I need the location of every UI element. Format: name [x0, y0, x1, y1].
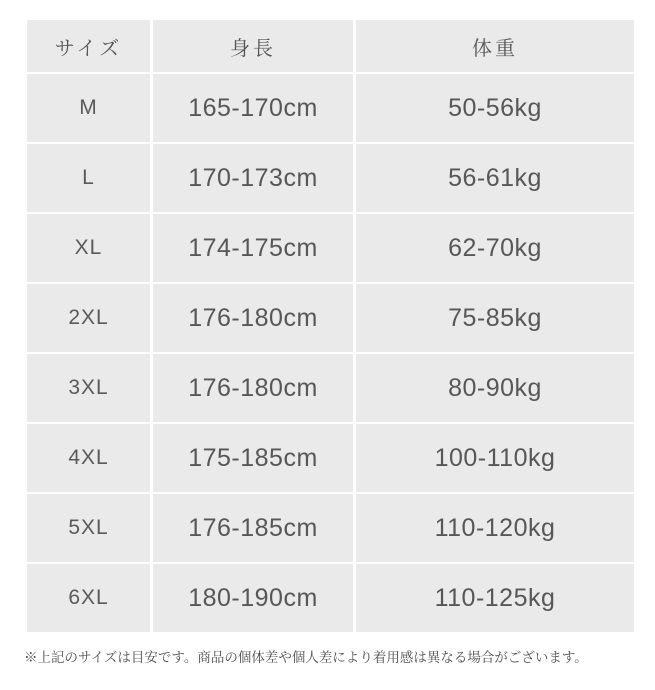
cell-size: XL — [27, 214, 150, 282]
cell-height: 176-185cm — [153, 494, 353, 562]
table-header — [27, 20, 634, 72]
cell-weight: 100-110kg — [356, 424, 634, 492]
column-header-height: 身長 — [153, 20, 353, 72]
cell-weight: 80-90kg — [356, 354, 634, 422]
table-row — [27, 74, 634, 142]
table-row — [27, 424, 634, 492]
cell-height: 170-173cm — [153, 144, 353, 212]
cell-size: 2XL — [27, 284, 150, 352]
cell-weight: 110-125kg — [356, 564, 634, 632]
cell-weight: 62-70kg — [356, 214, 634, 282]
table-row — [27, 144, 634, 212]
table-row — [27, 284, 634, 352]
column-header-weight: 体重 — [356, 20, 634, 72]
cell-size: L — [27, 144, 150, 212]
table-row — [27, 494, 634, 562]
table-row — [27, 214, 634, 282]
cell-weight: 110-120kg — [356, 494, 634, 562]
cell-size: M — [27, 74, 150, 142]
size-chart-table — [24, 18, 637, 634]
cell-height: 165-170cm — [153, 74, 353, 142]
cell-height: 180-190cm — [153, 564, 353, 632]
cell-weight: 75-85kg — [356, 284, 634, 352]
cell-height: 176-180cm — [153, 354, 353, 422]
cell-size: 6XL — [27, 564, 150, 632]
cell-weight: 56-61kg — [356, 144, 634, 212]
cell-size: 5XL — [27, 494, 150, 562]
table-row — [27, 354, 634, 422]
size-chart-note: ※上記のサイズは目安です。商品の個体差や個人差により着用感は異なる場合がございます。 — [24, 650, 588, 665]
cell-height: 175-185cm — [153, 424, 353, 492]
table-header-row — [27, 20, 634, 72]
cell-height: 174-175cm — [153, 214, 353, 282]
cell-height: 176-180cm — [153, 284, 353, 352]
cell-weight: 50-56kg — [356, 74, 634, 142]
cell-size: 3XL — [27, 354, 150, 422]
column-header-size: サイズ — [27, 20, 150, 72]
table-row — [27, 564, 634, 632]
table-body — [27, 74, 634, 632]
cell-size: 4XL — [27, 424, 150, 492]
